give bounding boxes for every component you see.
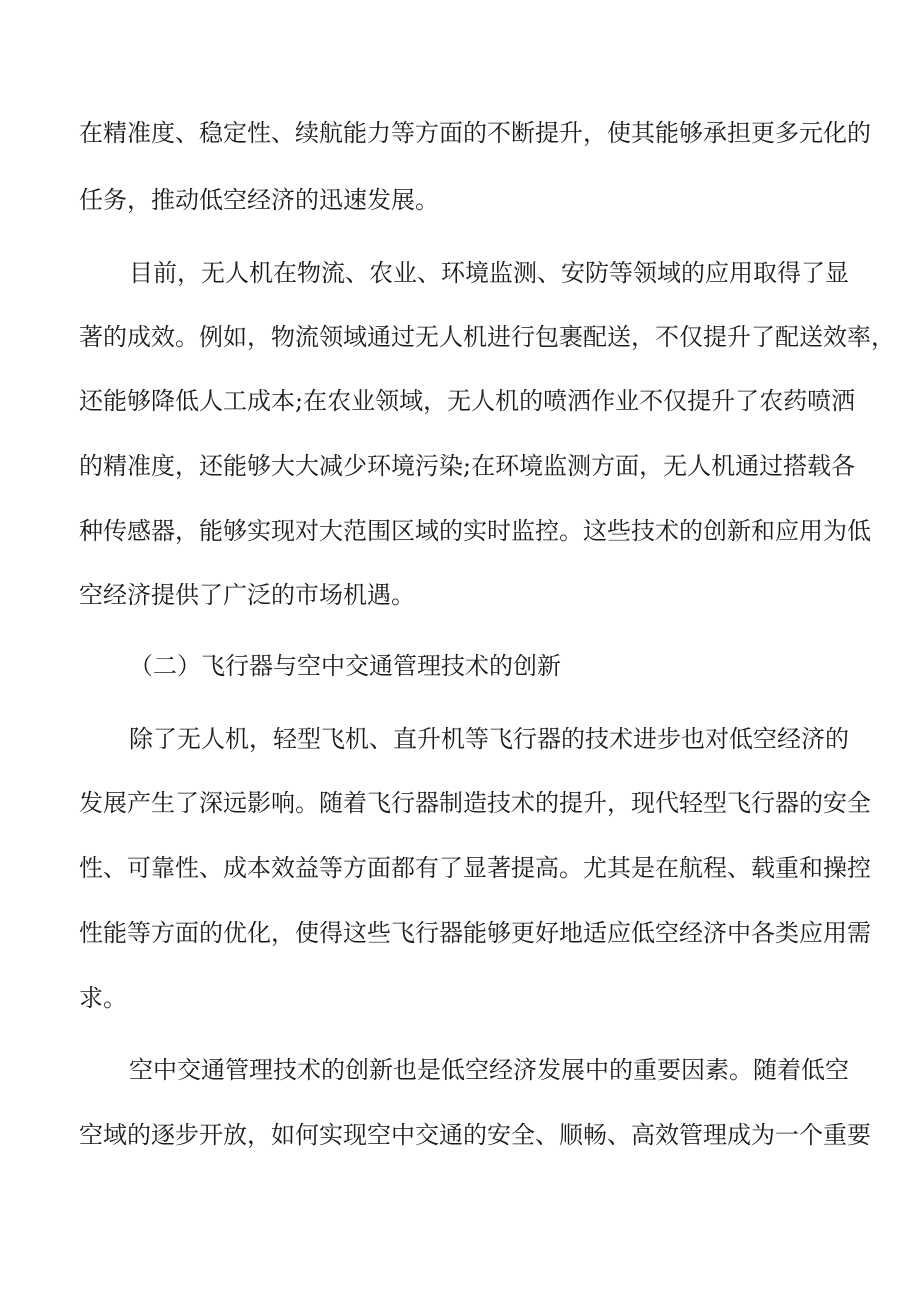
paragraph-line: 除了无人机，轻型飞机、直升机等飞行器的技术进步也对低空经济的 <box>129 725 849 753</box>
paragraph-line: 著的成效。例如，物流领域通过无人机进行包裹配送，不仅提升了配送效率， <box>79 323 895 351</box>
paragraph-line: 在精准度、稳定性、续航能力等方面的不断提升，使其能够承担更多元化的 <box>79 119 871 147</box>
paragraph-line: 性、可靠性、成本效益等方面都有了显著提高。尤其是在航程、载重和操控 <box>79 854 871 882</box>
paragraph-line: 性能等方面的优化，使得这些飞行器能够更好地适应低空经济中各类应用需 <box>79 919 871 947</box>
section-heading: （二）飞行器与空中交通管理技术的创新 <box>129 652 561 680</box>
paragraph-line: 空域的逐步开放，如何实现空中交通的安全、顺畅、高效管理成为一个重要 <box>79 1121 871 1149</box>
paragraph-line: 空经济提供了广泛的市场机遇。 <box>79 581 415 609</box>
paragraph-line: 目前，无人机在物流、农业、环境监测、安防等领域的应用取得了显 <box>129 259 849 287</box>
paragraph-line: 的精准度，还能够大大减少环境污染;在环境监测方面，无人机通过搭载各 <box>79 452 856 480</box>
paragraph-line: 任务，推动低空经济的迅速发展。 <box>79 186 439 214</box>
paragraph-line: 还能够降低人工成本;在农业领域，无人机的喷洒作业不仅提升了农药喷洒 <box>79 387 856 415</box>
paragraph-line: 空中交通管理技术的创新也是低空经济发展中的重要因素。随着低空 <box>129 1056 849 1084</box>
paragraph-line: 种传感器，能够实现对大范围区域的实时监控。这些技术的创新和应用为低 <box>79 517 871 545</box>
paragraph-line: 求。 <box>79 984 127 1012</box>
paragraph-line: 发展产生了深远影响。随着飞行器制造技术的提升，现代轻型飞行器的安全 <box>79 789 871 817</box>
